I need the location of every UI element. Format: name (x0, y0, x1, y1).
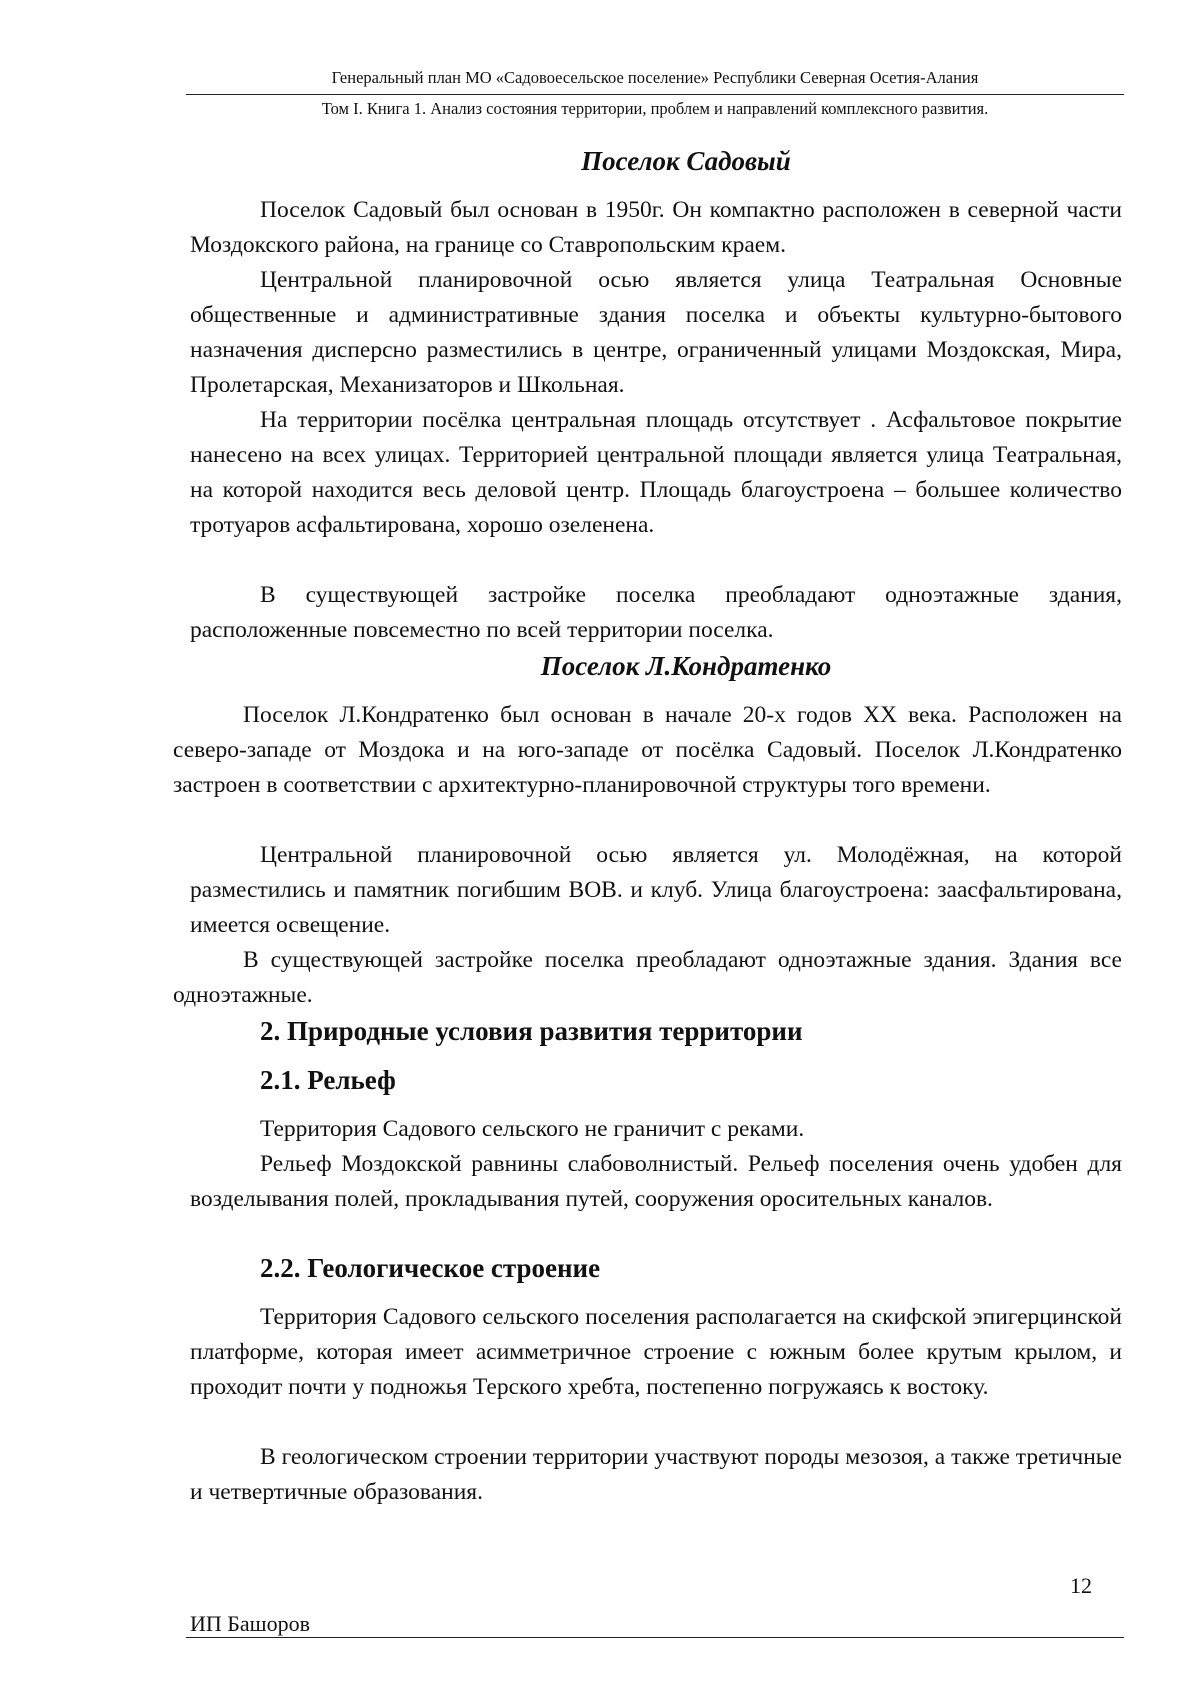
paragraph-sadovy-1: Поселок Садовый был основан в 1950г. Он компактно расположен в северной части Моздокского района, на границе со Ставропольским краем. (190, 197, 1122, 258)
footer-author: ИП Башоров (190, 1611, 311, 1636)
header-rule (186, 94, 1124, 95)
paragraph-geology-2: В геологическом строении территории участвуют породы мезозоя, а также третичные и четвертичные образования. (190, 1444, 1122, 1505)
paragraph-relief-1: Территория Садового сельского не граничит с реками. (260, 1116, 805, 1142)
heading-natural-conditions: 2. Природные условия развития территории (260, 1016, 803, 1046)
paragraph-kondratenko-2: Центральной планировочной осью является ул. Молодёжная, на которой разместились и памятник погибшим ВОВ. и клуб. Улица благоустроена: заасфальтирована, имеется освещение. (190, 842, 1122, 938)
running-header-subtitle: Том I. Книга 1. Анализ состояния территории, проблем и направлений комплексного развития. (321, 99, 989, 118)
paragraph-sadovy-4: В существующей застройке поселка преобладают одноэтажные здания, расположенные повсеместно по всей территории поселка. (190, 582, 1122, 643)
paragraph-sadovy-2: Центральной планировочной осью является улица Театральная Основные общественные и административные здания поселка и объекты культурно-бытового назначения дисперсно разместились в центре, ограниченный улицами Моздокская, Мира, Пролетарская, Механизаторов и Школьная. (190, 267, 1122, 398)
paragraph-geology-1: Территория Садового сельского поселения располагается на скифской эпигерцинской платформе, которая имеет асимметричное строение с южным более крутым крылом, и проходит почти у подножья Терского хребта, постепенно погружаясь к востоку. (190, 1304, 1122, 1400)
heading-sadovy: Поселок Садовый (581, 146, 791, 176)
heading-relief: 2.1. Рельеф (260, 1065, 396, 1095)
paragraph-kondratenko-1: Поселок Л.Кондратенко был основан в начале 20-х годов ХХ века. Расположен на северо-западе от Моздока и на юго-западе от посёлка Садовый. Поселок Л.Кондратенко застроен в соответствии с архитектурно-планировочной структуры того времени. (173, 702, 1122, 798)
paragraph-kondratenko-3: В существующей застройке поселка преобладают одноэтажные здания. Здания все одноэтажные. (173, 947, 1122, 1008)
paragraph-relief-2: Рельеф Моздокской равнины слабоволнистый. Рельеф поселения очень удобен для возделывания полей, прокладывания путей, сооружения оросительных каналов. (190, 1151, 1122, 1212)
footer-rule (186, 1637, 1124, 1638)
heading-kondratenko: Поселок Л.Кондратенко (540, 651, 832, 681)
heading-geology: 2.2. Геологическое строение (260, 1253, 601, 1283)
page-number: 12 (1070, 1573, 1092, 1598)
running-header-title: Генеральный план МО «Садовоесельское поселение» Республики Северная Осетия-Алания (331, 68, 979, 87)
paragraph-sadovy-3: На территории посёлка центральная площадь отсутствует . Асфальтовое покрытие нанесено на всех улицах. Территорией центральной площади является улица Театральная, на которой находится весь деловой центр. Площадь благоустроена – большее количество тротуаров асфальтирована, хорошо озеленена. (190, 407, 1122, 538)
